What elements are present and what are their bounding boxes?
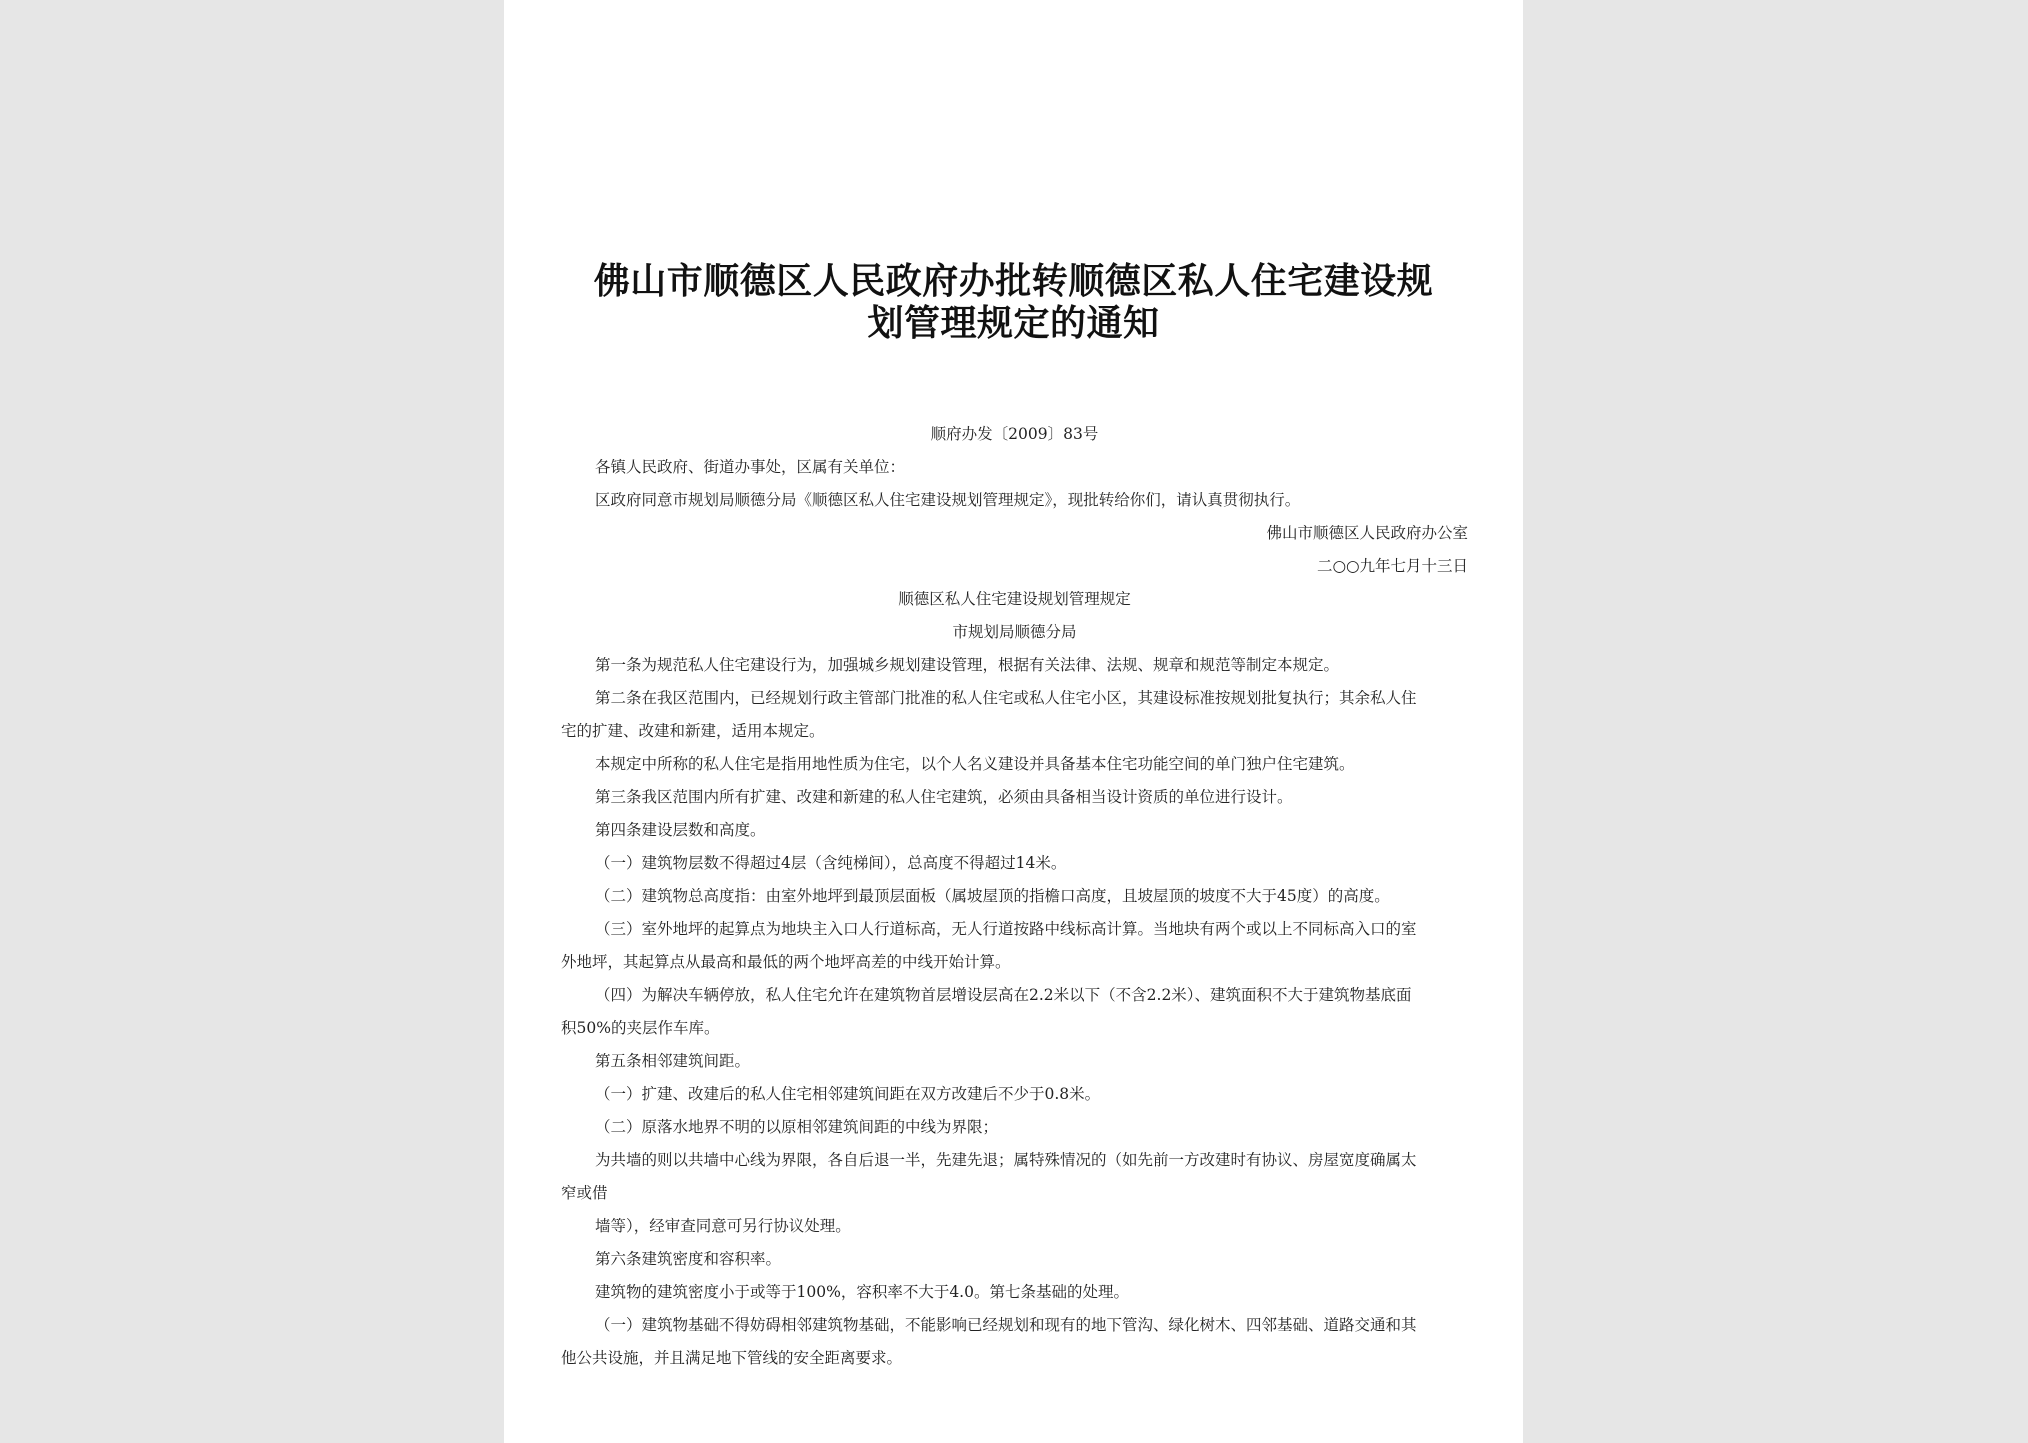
document-page xyxy=(504,0,1523,1443)
regulation-title: 顺德区私人住宅建设规划管理规定 xyxy=(898,590,1131,608)
body-line: （一）扩建、改建后的私人住宅相邻建筑间距在双方改建后不少于0.8米。 xyxy=(595,1085,1101,1103)
body-line: 第一条为规范私人住宅建设行为，加强城乡规划建设管理，根据有关法律、法规、规章和规范等制定本规定。 xyxy=(595,656,1340,674)
body-line: 墙等），经审查同意可另行协议处理。 xyxy=(595,1217,851,1235)
intro-paragraph: 区政府同意市规划局顺德分局《顺德区私人住宅建设规划管理规定》，现批转给你们，请认真贯彻执行。 xyxy=(595,491,1301,509)
body-line: （一）建筑物层数不得超过4层（含纯梯间），总高度不得超过14米。 xyxy=(595,854,1067,872)
body-line: 建筑物的建筑密度小于或等于100%，容积率不大于4.0。第七条基础的处理。 xyxy=(595,1283,1129,1301)
salutation: 各镇人民政府、街道办事处，区属有关单位： xyxy=(595,458,906,476)
issue-date: 二○○九年七月十三日 xyxy=(1316,557,1468,575)
title-line-1: 佛山市顺德区人民政府办批转顺德区私人住宅建设规 xyxy=(593,260,1434,302)
body-line: 第六条建筑密度和容积率。 xyxy=(595,1250,782,1268)
title-line-2: 划管理规定的通知 xyxy=(867,302,1160,344)
body-line: 积50%的夹层作车库。 xyxy=(561,1019,720,1037)
document-body xyxy=(561,418,1468,1375)
body-line: （二）建筑物总高度指：由室外地坪到最顶层面板（属坡屋顶的指檐口高度，且坡屋顶的坡度不大于45度）的高度。 xyxy=(595,887,1390,905)
body-line: （一）建筑物基础不得妨碍相邻建筑物基础，不能影响已经规划和现有的地下管沟、绿化树木、四邻基础、道路交通和其 xyxy=(595,1316,1417,1334)
body-line: （二）原落水地界不明的以原相邻建筑间距的中线为界限； xyxy=(595,1118,999,1136)
body-line: 第四条建设层数和高度。 xyxy=(595,821,766,839)
body-line: 外地坪，其起算点从最高和最低的两个地坪高差的中线开始计算。 xyxy=(561,953,1011,971)
body-line: 窄或借 xyxy=(561,1184,608,1202)
body-line: 本规定中所称的私人住宅是指用地性质为住宅，以个人名义建设并具备基本住宅功能空间的单门独户住宅建筑。 xyxy=(595,755,1355,773)
doc-number: 顺府办发〔2009〕83号 xyxy=(930,425,1099,443)
document-title xyxy=(504,260,1523,344)
issuer: 佛山市顺德区人民政府办公室 xyxy=(1266,524,1468,542)
body-line: （三）室外地坪的起算点为地块主入口人行道标高，无人行道按路中线标高计算。当地块有两个或以上不同标高入口的室 xyxy=(595,920,1417,938)
body-line: 第五条相邻建筑间距。 xyxy=(595,1052,751,1070)
body-line: （四）为解决车辆停放，私人住宅允许在建筑物首层增设层高在2.2米以下（不含2.2米）、建筑面积不大于建筑物基底面 xyxy=(595,986,1412,1004)
article-lines xyxy=(561,649,1468,1375)
body-line: 为共墙的则以共墙中心线为界限，各自后退一半，先建先退；属特殊情况的（如先前一方改建时有协议、房屋宽度确属太 xyxy=(595,1151,1417,1169)
body-line: 他公共设施，并且满足地下管线的安全距离要求。 xyxy=(561,1349,903,1367)
body-line: 第三条我区范围内所有扩建、改建和新建的私人住宅建筑，必须由具备相当设计资质的单位进行设计。 xyxy=(595,788,1293,806)
body-line: 第二条在我区范围内，已经规划行政主管部门批准的私人住宅或私人住宅小区，其建设标准按规划批复执行；其余私人住 xyxy=(595,689,1417,707)
body-line: 宅的扩建、改建和新建，适用本规定。 xyxy=(561,722,825,740)
regulation-author: 市规划局顺德分局 xyxy=(952,623,1077,641)
